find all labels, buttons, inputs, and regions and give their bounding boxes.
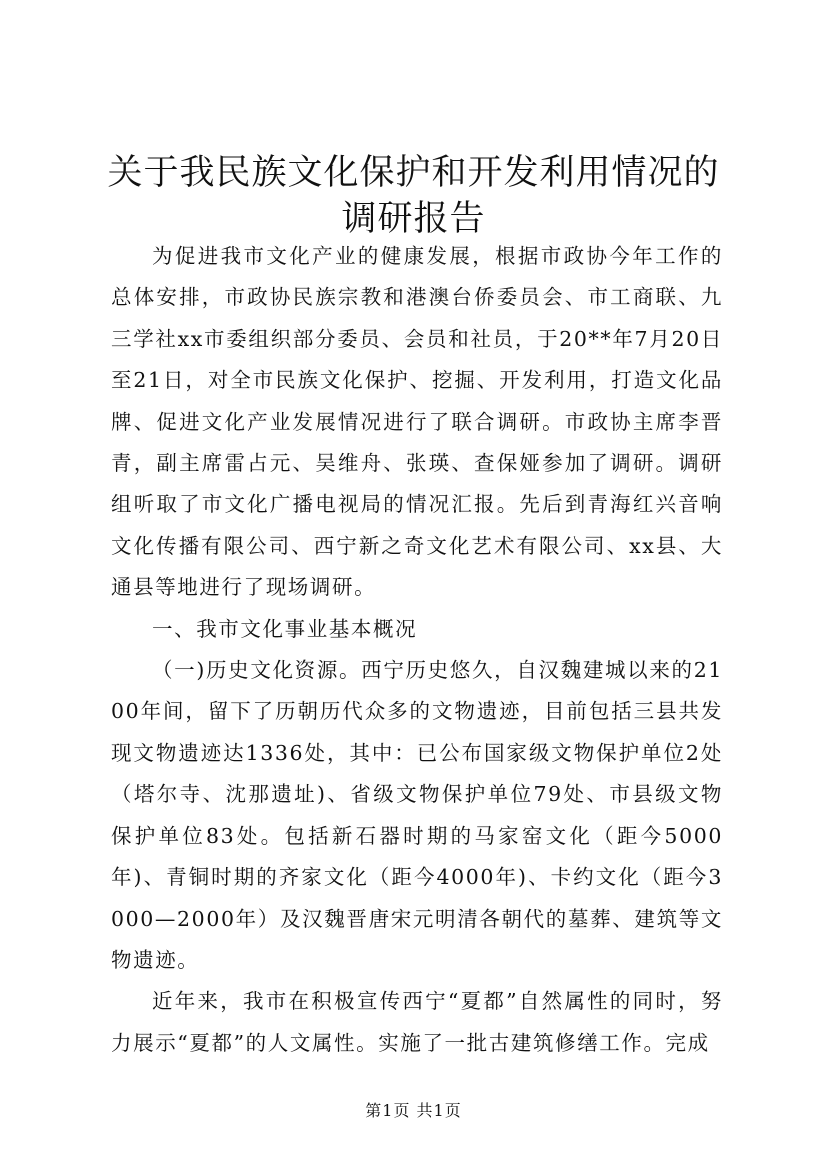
paragraph-intro: 为促进我市文化产业的健康发展，根据市政协今年工作的总体安排，市政协民族宗教和港澳台侨委员会、市工商联、九三学社xx市委组织部分委员、会员和社员，于20**年7月20日至21日，对全市民族文化保护、挖掘、开发利用，打造文化品牌、促进文化产业发展情况进行了联合调研。市政协主席李晋青，副主席雷占元、吴维舟、张瑛、查保娅参加了调研。调研组听取了市文化广播电视局的情况汇报。先后到青海红兴音响文化传播有限公司、西宁新之奇文化艺术有限公司、xx县、大通县等地进行了现场调研。 xyxy=(111,244,723,600)
document-body xyxy=(111,236,723,1064)
document-title: 关于我民族文化保护和开发利用情况的调研报告 xyxy=(107,153,720,239)
section-heading-overview: 一、我市文化事业基本概况 xyxy=(152,616,418,641)
page-number-footer: 第1页 共1页 xyxy=(365,1101,462,1120)
paragraph-recent-years: 近年来，我市在积极宣传西宁“夏都”自然属性的同时，努力展示“夏都”的人文属性。实施了一批古建筑修缮工作。完成 xyxy=(111,989,723,1055)
paragraph-historical-resources: （一)历史文化资源。西宁历史悠久，自汉魏建城以来的2100年间，留下了历朝历代众多的文物遗迹，目前包括三县共发现文物遗迹达1336处，其中：已公布国家级文物保护单位2处（塔尔寺、沈那遗址)、省级文物保护单位79处、市县级文物保护单位83处。包括新石器时期的马家窑文化（距今5000年)、青铜时期的齐家文化（距今4000年)、卡约文化（距今3000—2000年）及汉魏晋唐宋元明清各朝代的墓葬、建筑等文物遗迹。 xyxy=(111,658,723,972)
